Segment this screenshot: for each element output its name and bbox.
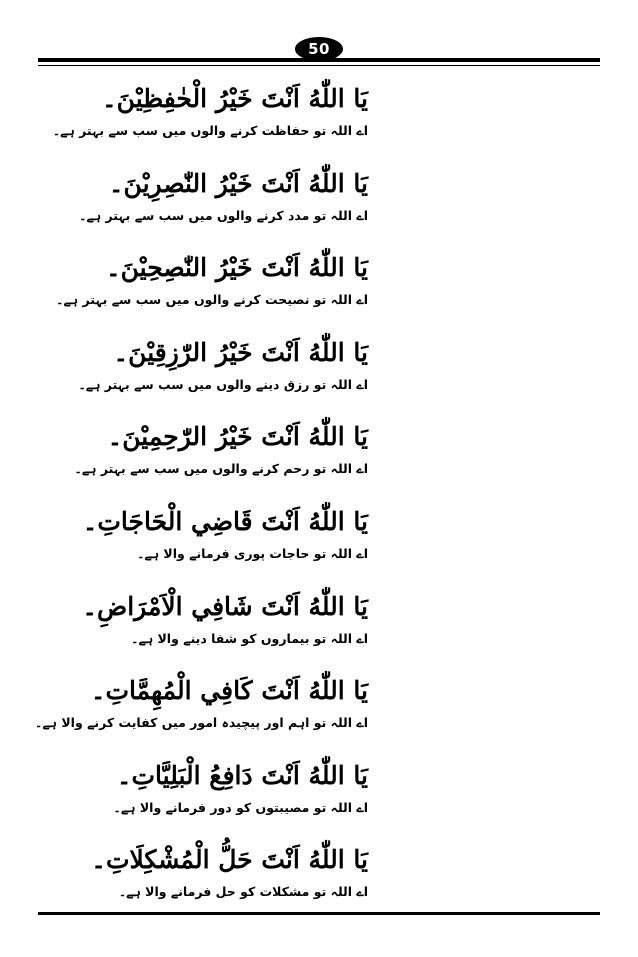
dua-entry <box>40 78 368 163</box>
urdu-translation: اے اللہ تو حفاظت کرنے والوں میں سب سے بہتر ہے۔ <box>52 123 368 138</box>
arabic-dua: يَا اللّٰهُ اَنْتَ خَيْرُ الْحٰفِظِيْنَ۔ <box>102 84 368 113</box>
arabic-dua: يَا اللّٰهُ اَنْتَ شَافِي الْاَمْرَاضِ۔ <box>82 591 368 621</box>
dua-entry <box>40 332 368 417</box>
dua-entry <box>40 501 368 586</box>
arabic-dua: يَا اللّٰهُ اَنْتَ خَيْرُ النّٰصِحِيْنَ۔ <box>105 253 368 283</box>
arabic-dua: يَا اللّٰهُ اَنْتَ خَيْرُ الرّٰحِمِيْنَ۔ <box>107 422 368 452</box>
dua-entry <box>40 247 368 332</box>
page-number-badge <box>295 37 343 61</box>
dua-entry <box>40 755 368 840</box>
dua-entry <box>40 416 368 501</box>
footer-rule <box>38 912 600 915</box>
dua-entry <box>35 670 368 755</box>
dua-list <box>35 78 368 924</box>
page-number: 50 <box>308 40 330 58</box>
urdu-translation: اے اللہ تو رحم کرنے والوں میں سب سے بہتر ہے۔ <box>74 461 368 477</box>
arabic-dua: يَا اللّٰهُ اَنْتَ قَاضِي الْحَاجَاتِ۔ <box>82 506 368 536</box>
urdu-translation: اے اللہ تو مدد کرنے والوں میں سب سے بہتر ہے۔ <box>79 207 368 223</box>
arabic-dua: يَا اللّٰهُ اَنْتَ خَيْرُ النّٰصِرِيْنَ۔ <box>108 168 368 198</box>
urdu-translation: اے اللہ تو نصیحت کرنے والوں میں سب سے بہتر ہے۔ <box>56 292 368 308</box>
arabic-dua: يَا اللّٰهُ اَنْتَ حَلُّ الْمُشْكِلَاتِ۔ <box>91 845 368 875</box>
urdu-translation: اے اللہ تو حاجات پوری فرمانے والا ہے۔ <box>137 545 368 561</box>
arabic-dua: يَا اللّٰهُ اَنْتَ خَيْرُ الرّٰزِقِيْنَ۔ <box>113 337 368 367</box>
arabic-dua: يَا اللّٰهُ اَنْتَ دَافِعُ الْبَلِيَّاتِ۔ <box>116 760 368 790</box>
urdu-translation: اے اللہ تو مصیبتوں کو دور فرمانے والا ہے۔ <box>113 799 368 815</box>
urdu-translation: اے اللہ تو بیماروں کو شفا دینے والا ہے۔ <box>131 630 368 646</box>
header-rule-thin <box>38 65 600 66</box>
urdu-translation: اے اللہ تو مشکلات کو حل فرمانے والا ہے۔ <box>118 884 368 900</box>
urdu-translation: اے اللہ تو اہم اور پیچیدہ امور میں کفایت کرنے والا ہے۔ <box>35 715 368 731</box>
arabic-dua: يَا اللّٰهُ اَنْتَ كَافِي الْمُهِمَّاتِ۔ <box>90 676 368 706</box>
dua-entry <box>40 586 368 671</box>
page-header <box>38 36 600 70</box>
urdu-translation: اے اللہ تو رزق دینے والوں میں سب سے بہتر ہے۔ <box>78 376 368 392</box>
dua-entry <box>40 163 368 248</box>
